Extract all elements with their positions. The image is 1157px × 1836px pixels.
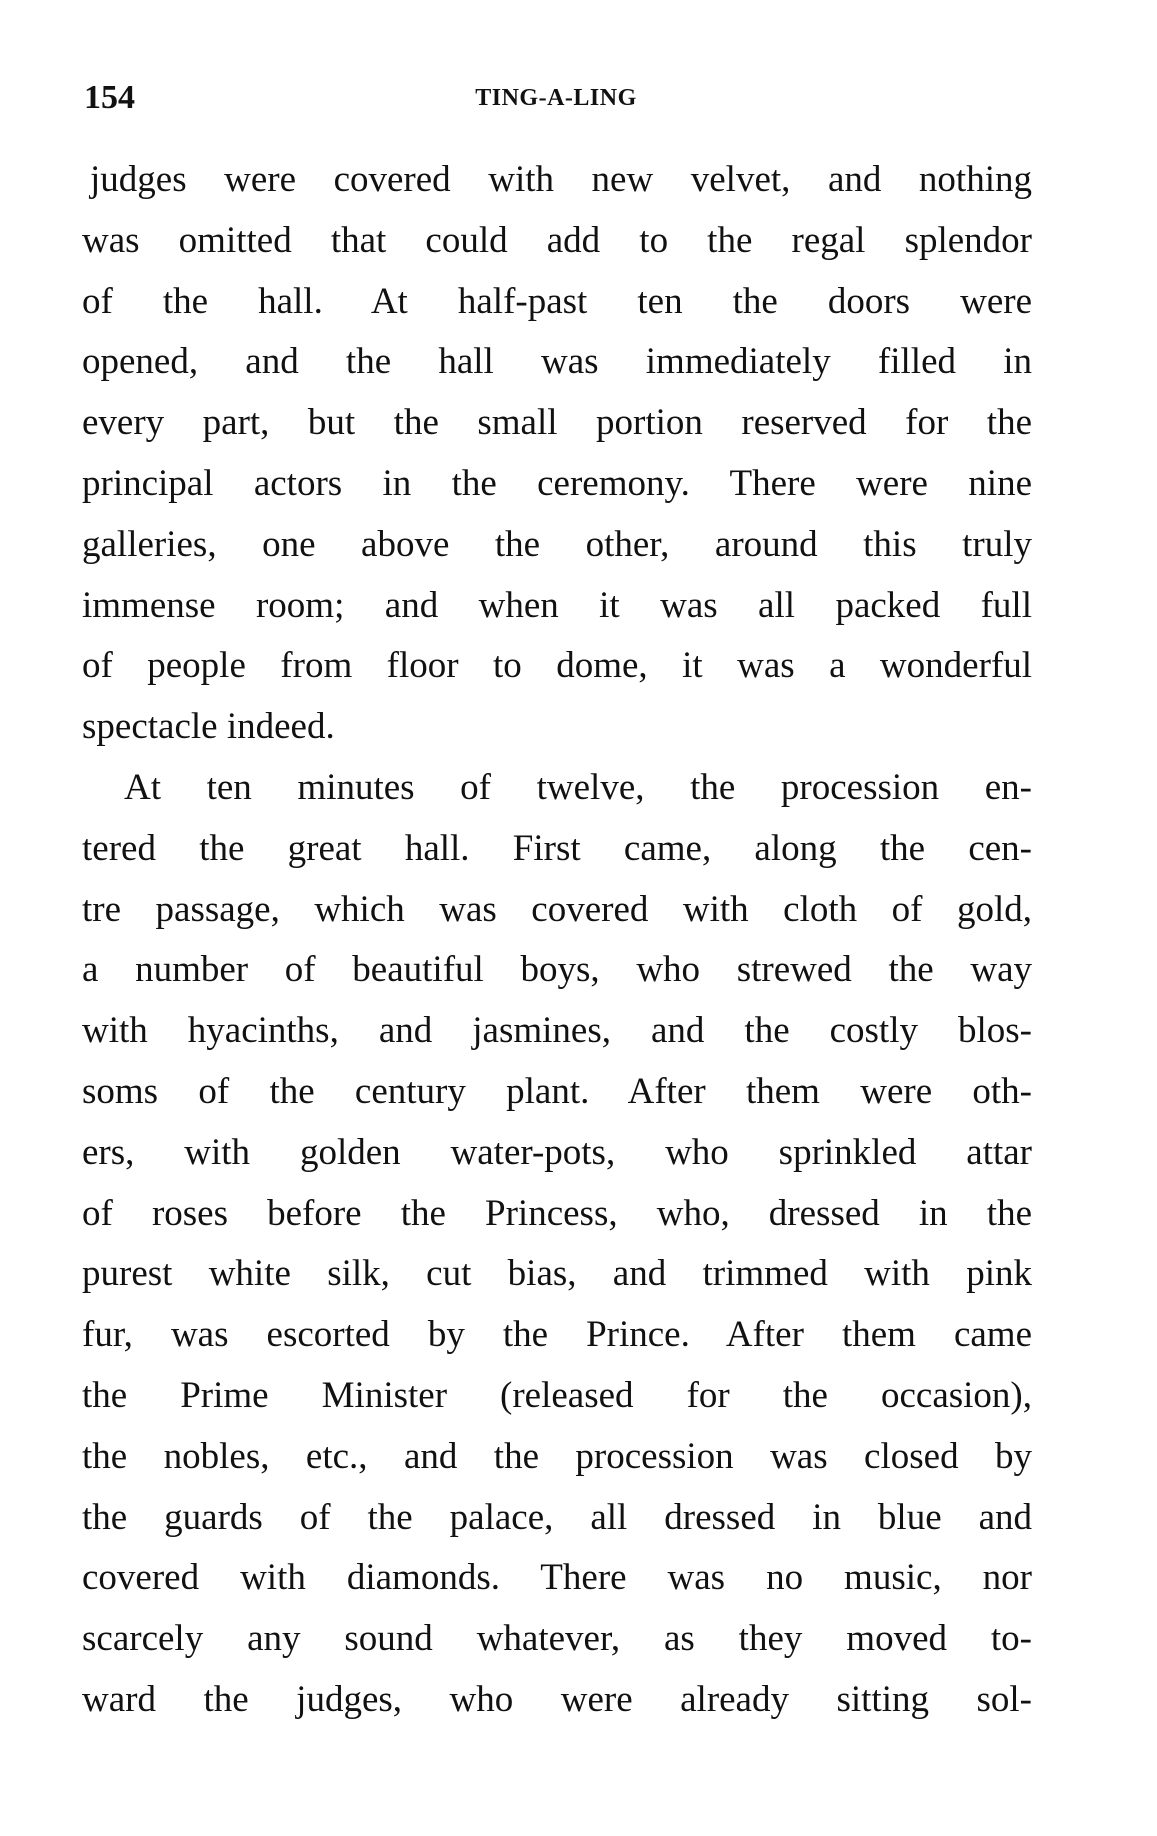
text-line: the guards of the palace, all dressed in blue and xyxy=(82,1496,1032,1538)
text-line: was omitted that could add to the regal splendor xyxy=(82,219,1032,261)
text-line: of roses before the Princess, who, dressed in the xyxy=(82,1192,1032,1234)
text-line: fur, was escorted by the Prince. After them came xyxy=(82,1314,1032,1356)
text-line: principal actors in the ceremony. There were nine xyxy=(82,462,1032,504)
text-line: the nobles, etc., and the procession was closed by xyxy=(82,1435,1032,1477)
text-line: galleries, one above the other, around this truly xyxy=(82,523,1032,565)
text-line: tre passage, which was covered with cloth of gold, xyxy=(82,888,1032,930)
text-line: ers, with golden water-pots, who sprinkled attar xyxy=(82,1131,1032,1173)
text-line: covered with diamonds. There was no music, nor xyxy=(82,1557,1032,1599)
running-head xyxy=(84,78,1028,118)
body-text xyxy=(82,150,1032,1731)
running-title: TING-A-LING xyxy=(475,85,637,111)
text-line: judges were covered with new velvet, and nothing xyxy=(90,159,1032,200)
text-line: immense room; and when it was all packed full xyxy=(82,584,1032,626)
text-line: the Prime Minister (released for the occasion), xyxy=(82,1374,1032,1416)
text-line: scarcely any sound whatever, as they moved to- xyxy=(82,1618,1032,1660)
text-line: of the hall. At half-past ten the doors were xyxy=(82,280,1032,322)
page-number: 154 xyxy=(84,79,135,116)
text-line: opened, and the hall was immediately filled in xyxy=(82,341,1032,383)
text-line: with hyacinths, and jasmines, and the costly blos- xyxy=(82,1010,1032,1052)
text-line: a number of beautiful boys, who strewed the way xyxy=(82,949,1032,991)
text-line: of people from floor to dome, it was a wonderful xyxy=(82,645,1032,687)
text-line: every part, but the small portion reserved for the xyxy=(82,402,1032,444)
text-line: purest white silk, cut bias, and trimmed with pink xyxy=(82,1253,1032,1295)
text-line: At ten minutes of twelve, the procession en- xyxy=(124,766,1032,808)
text-line: tered the great hall. First came, along the cen- xyxy=(82,827,1032,869)
text-line: soms of the century plant. After them were oth- xyxy=(82,1070,1032,1112)
text-line: spectacle indeed. xyxy=(82,706,335,748)
text-line: ward the judges, who were already sitting sol- xyxy=(82,1678,1032,1720)
